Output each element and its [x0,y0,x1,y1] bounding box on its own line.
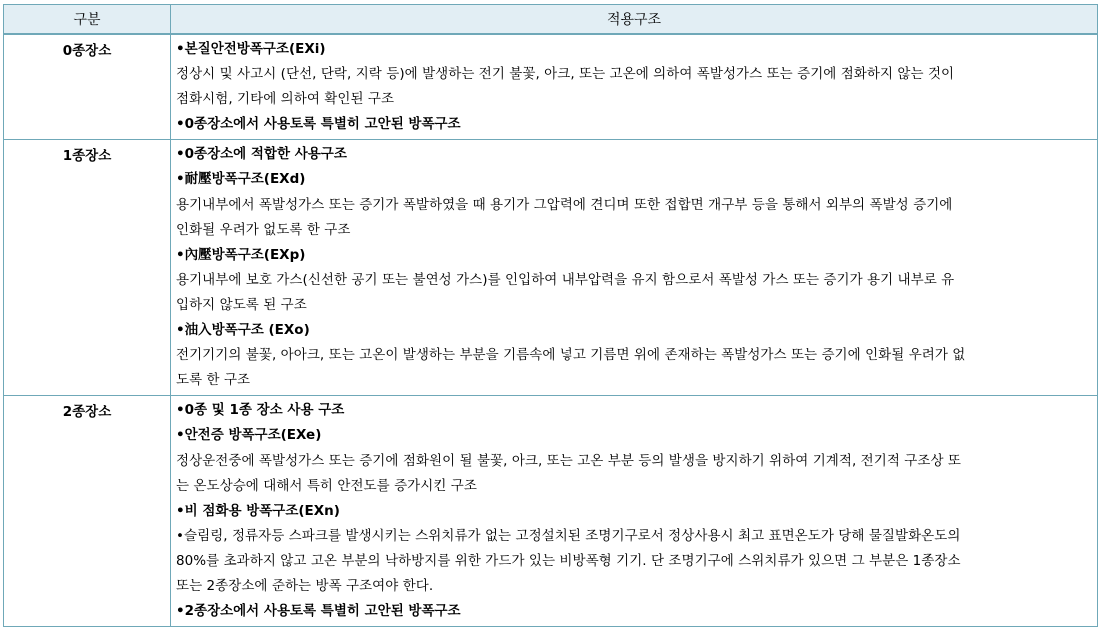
header-row [4,5,1098,35]
structure-line: •內壓방폭구조(EXp) [176,246,306,263]
structure-line: •油入방폭구조 (EXo) [176,322,310,339]
structure-line: 용기내부에서 폭발성가스 또는 증기가 폭발하였을 때 용기가 그압력에 견디며 또한 접합면 개구부 등을 통해서 외부의 폭발성 증기에 [176,196,953,213]
structure-line: •0종 및 1종 장소 사용 구조 [176,402,345,419]
header-category: 구분 [4,5,171,35]
table-row [4,140,1098,396]
structure-line: •본질안전방폭구조(EXi) [176,41,326,57]
structure-line: 는 온도상승에 대해서 특히 안전도를 증가시킨 구조 [176,477,477,494]
category-cell: 1종장소 [4,140,171,396]
structure-line: 입하지 않도록 된 구조 [176,296,307,313]
structure-line: 80%를 초과하지 않고 고온 부분의 낙하방지를 위한 가드가 있는 비방폭형 기기. 단 조명기구에 스위치류가 있으면 그 부분은 1종장소 [176,552,961,569]
explosion-proof-structure-table [3,4,1098,627]
structure-line: 또는 2종장소에 준하는 방폭 구조여야 한다. [176,577,434,594]
category-cell: 2종장소 [4,396,171,627]
structure-line: 정상시 및 사고시 (단선, 단락, 지락 등)에 발생하는 전기 불꽃, 아크, 또는 고온에 의하여 폭발성가스 또는 증기에 점화하지 않는 것이 [176,66,955,83]
table-row [4,396,1098,627]
structure-line: •2종장소에서 사용토록 특별히 고안된 방폭구조 [176,603,461,620]
structure-line: •耐壓방폭구조(EXd) [176,171,306,188]
structure-line: •비 점화용 방폭구조(EXn) [176,502,340,519]
structure-line: •안전증 방폭구조(EXe) [176,427,322,444]
structure-line: •0종장소에서 사용토록 특별히 고안된 방폭구조 [176,116,461,133]
structure-line: •슬림링, 정류자등 스파크를 발생시키는 스위치류가 없는 고정설치된 조명기구로서 정상사용시 최고 표면온도가 당해 물질발화온도의 [176,527,961,544]
structure-line: 전기기기의 불꽃, 아아크, 또는 고온이 발생하는 부분을 기름속에 넣고 기름면 위에 존재하는 폭발성가스 또는 증기에 인화될 우려가 없 [176,347,966,364]
structure-cell [171,396,1098,627]
structure-line: 도록 한 구조 [176,372,251,389]
structure-line: 정상운전중에 폭발성가스 또는 증기에 점화원이 될 불꽃, 아크, 또는 고온 부분 등의 발생을 방지하기 위하여 기계적, 전기적 구조상 또 [176,452,961,469]
category-cell: 0종장소 [4,34,171,140]
structure-line: •0종장소에 적합한 사용구조 [176,146,347,163]
header-structure: 적용구조 [171,5,1098,35]
structure-line: 용기내부에 보호 가스(신선한 공기 또는 불연성 가스)를 인입하여 내부압력을 유지 함으로서 폭발성 가스 또는 증기가 용기 내부로 유 [176,271,955,288]
structure-cell [171,140,1098,396]
structure-cell [171,34,1098,140]
structure-line: 점화시험, 기타에 의하여 확인된 구조 [176,91,395,108]
structure-line: 인화될 우려가 없도록 한 구조 [176,221,351,238]
table-row [4,34,1098,140]
